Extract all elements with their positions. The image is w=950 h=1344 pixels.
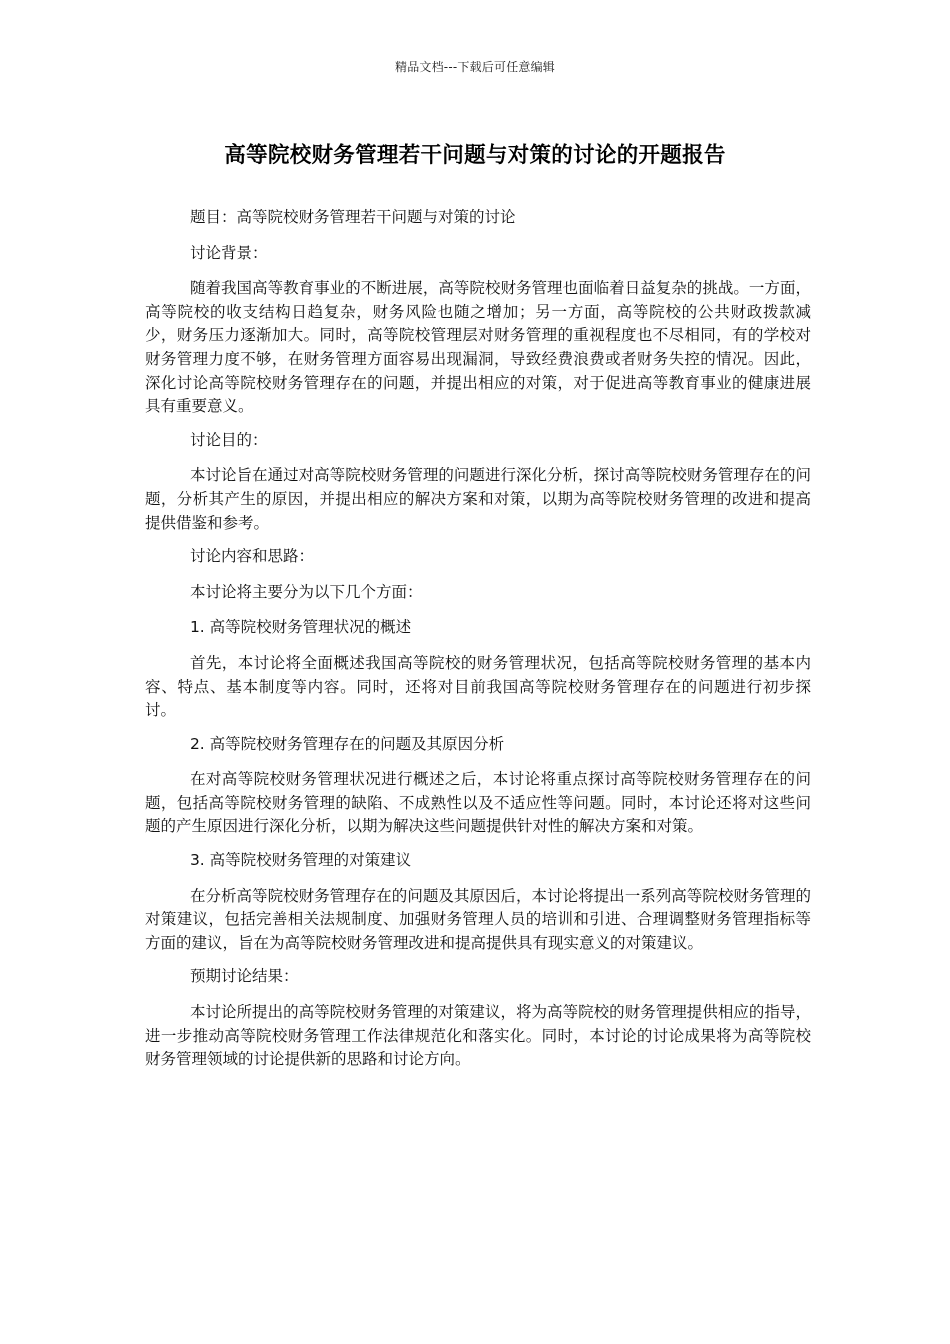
- subsection-heading-1: 1. 高等院校财务管理状况的概述: [189, 618, 412, 637]
- subsection-heading-3: 3. 高等院校财务管理的对策建议: [189, 851, 412, 870]
- subsection-heading-2: 2. 高等院校财务管理存在的问题及其原因分析: [189, 734, 505, 753]
- section-heading-background: 讨论背景：: [189, 243, 268, 262]
- header-note: 精品文档---下载后可任意编辑: [395, 60, 555, 74]
- subsection-paragraph-1: 首先，本讨论将全面概述我国高等院校的财务管理状况，包括高等院校财务管理的基本内容、特点、基本制度等内容。同时，还将对目前我国高等院校财务管理存在的问题进行初步探讨。: [145, 653, 811, 720]
- section-heading-expected-results: 预期讨论结果：: [189, 967, 299, 986]
- subsection-paragraph-2: 在对高等院校财务管理状况进行概述之后，本讨论将重点探讨高等院校财务管理存在的问题，包括高等院校财务管理的缺陷、不成熟性以及不适应性等问题。同时，本讨论还将对这些问题的产生原因进行深化分析，以期为解决这些问题提供针对性的解决方案和对策。: [145, 770, 811, 836]
- expected-results-paragraph: 本讨论所提出的高等院校财务管理的对策建议，将为高等院校的财务管理提供相应的指导，进一步推动高等院校财务管理工作法律规范化和落实化。同时，本讨论的讨论成果将为高等院校财务管理领域的讨论提供新的思路和讨论方向。: [145, 1003, 811, 1069]
- content-intro-line: 本讨论将主要分为以下几个方面：: [189, 582, 423, 601]
- section-heading-purpose: 讨论目的：: [189, 430, 268, 449]
- background-paragraph: 随着我国高等教育事业的不断进展，高等院校财务管理也面临着日益复杂的挑战。一方面，高等院校的收支结构日趋复杂，财务风险也随之增加；另一方面，高等院校的公共财政拨款减少，财务压力逐渐加大。同时，高等院校管理层对财务管理的重视程度也不尽相同，有的学校对财务管理力度不够，在财务管理方面容易出现漏洞，导致经费浪费或者财务失控的情况。因此，深化讨论高等院校财务管理存在的问题，并提出相应的对策，对于促进高等教育事业的健康进展具有重要意义。: [145, 279, 811, 416]
- purpose-paragraph: 本讨论旨在通过对高等院校财务管理的问题进行深化分析，探讨高等院校财务管理存在的问题，分析其产生的原因，并提出相应的解决方案和对策，以期为高等院校财务管理的改进和提高提供借鉴和参考。: [145, 466, 811, 532]
- subsection-paragraph-3: 在分析高等院校财务管理存在的问题及其原因后，本讨论将提出一系列高等院校财务管理的对策建议，包括完善相关法规制度、加强财务管理人员的培训和引进、合理调整财务管理指标等方面的建议，旨在为高等院校财务管理改进和提高提供具有现实意义的对策建议。: [145, 886, 811, 952]
- topic-line: 题目：高等院校财务管理若干问题与对策的讨论: [189, 208, 516, 226]
- document-body: [145, 206, 811, 1082]
- document-title: 高等院校财务管理若干问题与对策的讨论的开题报告: [224, 143, 726, 168]
- section-heading-content: 讨论内容和思路：: [189, 547, 314, 566]
